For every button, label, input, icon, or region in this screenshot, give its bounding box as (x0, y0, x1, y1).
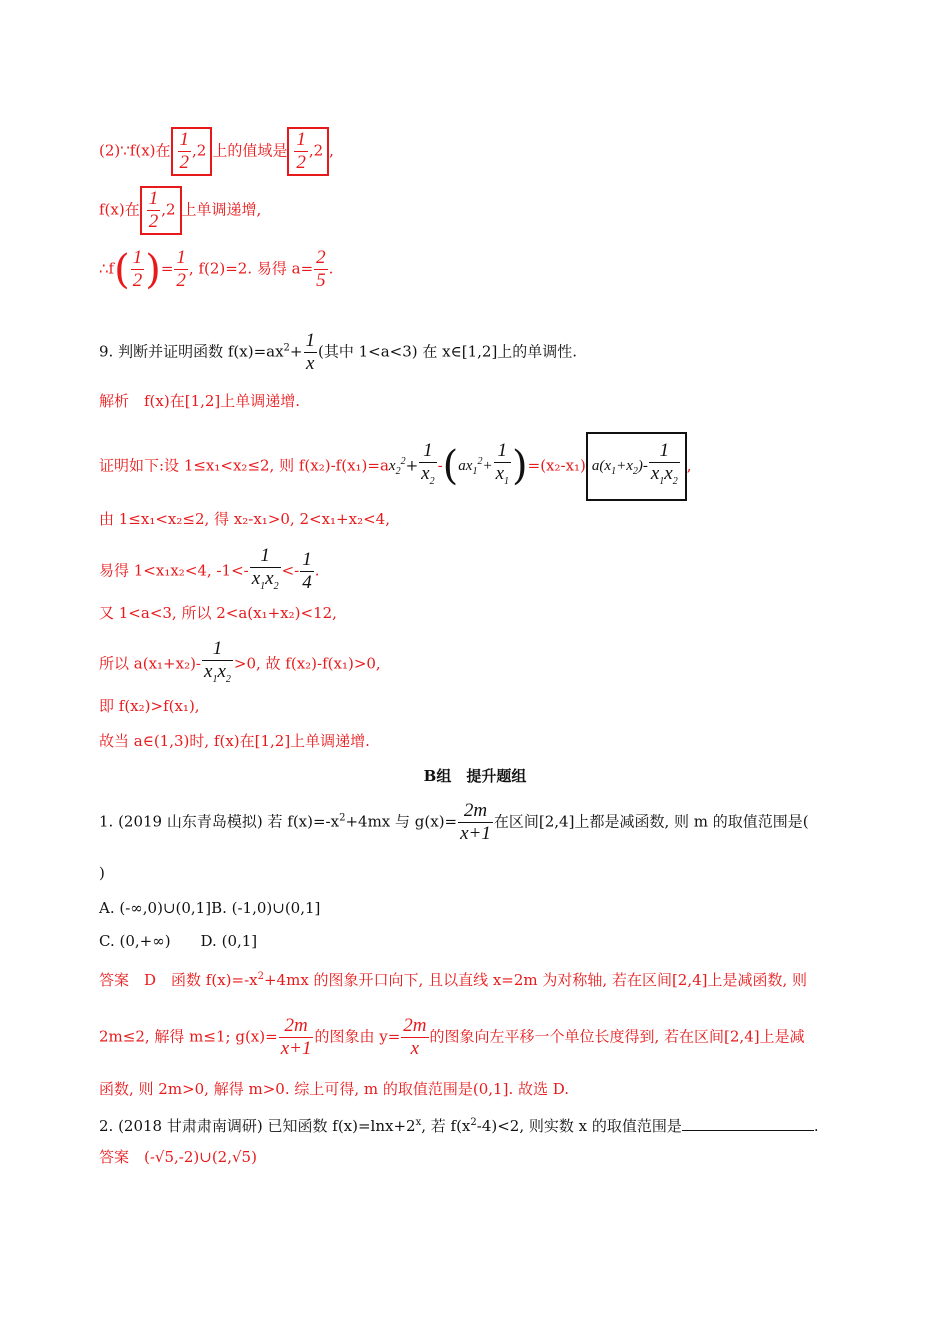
fraction: $\frac{1}{2}$ (176, 247, 186, 291)
q9-line4: 易得 1<x₁x₂<4, -1<- $\frac{1}{x_1x_2}$ <- $\frac{1}{4}$ . (99, 545, 320, 598)
fraction: $\frac{2m}{x}$ (403, 1015, 427, 1059)
answer-blank (682, 1116, 814, 1131)
part2-line2 (99, 186, 261, 235)
group-b-heading: B组 提升题组 (423, 767, 527, 785)
q9-line8: 故当 a∈(1,3)时, f(x)在[1,2]上单调递增. (99, 732, 370, 750)
q9-line7: 即 f(x₂)>f(x₁), (99, 697, 200, 715)
fraction: $\frac{1}{x_1x_2}$ (204, 638, 231, 685)
fraction: $\frac{1}{x_1x_2}$ (251, 545, 279, 592)
text: 上单调递增, (181, 200, 262, 219)
fraction: $\frac{1}{x}$ (305, 330, 315, 374)
text: f(x)在 (99, 200, 140, 219)
fraction: $\frac{1}{2}$ (179, 129, 190, 173)
factor-bracket: $a(x_1+x_2)-$ $\frac{1}{x_1x_2}$ (586, 432, 687, 501)
q9-line3: 由 1≤x₁<x₂≤2, 得 x₂-x₁>0, 2<x₁+x₂<4, (99, 510, 390, 528)
b-q2-stem: 2. (2018 甘肃肃南调研) 已知函数 $f(x)=\ln x+2^x$, 若 $f(x^2-4)<2$, 则实数 x 的取值范围是 . (99, 1117, 819, 1135)
q9-line5: 又 1<a<3, 所以 2<a(x₁+x₂)<12, (99, 604, 337, 622)
b-q1-options-ab: A. (-∞,0)∪(0,1]B. (-1,0)∪(0,1] (99, 899, 321, 917)
fraction: $\frac{1}{2}$ (148, 188, 159, 232)
b-q1-options-cd: C. (0,+∞) D. (0,1] (99, 932, 258, 950)
range-bracket: $\frac{1}{2}$ ,2 (287, 127, 329, 176)
fraction: $\frac{2m}{x+1}$ (280, 1015, 312, 1059)
q9-line6: 所以 a(x₁+x₂)- $\frac{1}{x_1x_2}$ >0, 故 f(x₂)-f(x₁)>0, (99, 638, 381, 691)
interval-bracket: $\frac{1}{2}$ ,2 (140, 186, 182, 235)
text: (2)∵f(x)在 (99, 141, 171, 160)
fraction: $\frac{1}{x_1}$ (495, 440, 510, 487)
b-q1-answer-line3: 函数, 则 2m>0, 解得 m>0. 综上可得, m 的取值范围是(0,1]. 故选 D. (99, 1080, 570, 1098)
q9-proof-line: 证明如下:设 1≤x₁<x₂≤2, 则 $f(x_2)-f(x_1)=ax_2^2+$ $\frac{1}{x_2}$ $-(ax_1^2+$ $\frac{1}{x_1}$ )=(x₂-x₁) $a(x_1+x_2)-$ $\frac{1}{x_1x_2}$ , (99, 432, 692, 501)
fraction: $\frac{1}{2}$ (296, 129, 306, 173)
fraction: $\frac{1}{4}$ (302, 548, 312, 593)
b-q1-answer-line2: 2m≤2, 解得 m≤1; g(x)= $\frac{2m}{x+1}$ 的图象由 y= $\frac{2m}{x}$ 的图象向左平移一个单位长度得到, 若在区间[2,4]上是减 (99, 1015, 805, 1059)
part2-line3: ∴f( $\frac{1}{2}$ )= $\frac{1}{2}$ , f(2)=2. 易得 a= $\frac{2}{5}$ . (99, 246, 334, 293)
q9-stem: 9. 判断并证明函数 $f(x)=ax^2+$ $\frac{1}{x}$ (其中 1<a<3) 在 x∈[1,2]上的单调性. (99, 330, 578, 374)
b-q1-answer-line1: 答案 D 函数 $f(x)=-x^2+4mx$ 的图象开口向下, 且以直线 x=2m 为对称轴, 若在区间[2,4]上是减函数, 则 (99, 971, 808, 989)
q9-analysis: 解析 f(x)在[1,2]上单调递增. (99, 392, 301, 410)
interval-bracket: $\frac{1}{2}$ ,2 (171, 127, 213, 176)
b-q1-close: ) (99, 864, 105, 882)
text: 上的值域是 (212, 141, 288, 160)
b-q1-stem: 1. (2019 山东青岛模拟) 若 $f(x)=-x^2+4mx$ 与 g(x)= $\frac{2m}{x+1}$ 在区间[2,4]上都是减函数, 则 m 的取值范围是( (99, 800, 809, 844)
fraction: $\frac{1}{x_1x_2}$ (650, 440, 678, 487)
fraction-answer: $\frac{2}{5}$ (316, 247, 326, 291)
fraction: $\frac{1}{x_2}$ (421, 440, 435, 487)
fraction: $\frac{1}{2}$ (132, 247, 143, 291)
b-q2-answer: 答案 (-√5,-2)∪(2,√5) (99, 1148, 257, 1166)
fraction: $\frac{2m}{x+1}$ (460, 800, 491, 844)
part2-line1: (2)∵f(x)在 $\frac{1}{2}$ ,2 上的值域是 $\frac{1}{2}$ ,2 , (99, 127, 334, 176)
